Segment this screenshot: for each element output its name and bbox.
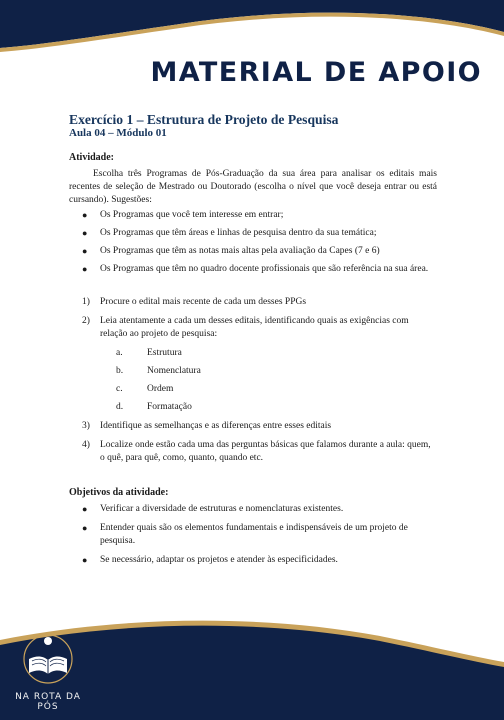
list-item: ● Entender quais são os elementos fundamentais e indispensáveis de um projeto de pesquisa. <box>82 523 408 546</box>
list-item: d. Formatação <box>116 402 192 412</box>
bullet-icon: ● <box>82 504 88 514</box>
list-item: c. Ordem <box>116 384 174 394</box>
document-title: Exercício 1 – Estrutura de Projeto de Pesquisa <box>69 112 339 127</box>
list-item: 1) Procure o edital mais recente de cada um desses PPGs <box>82 297 307 307</box>
bullet-icon: ● <box>82 228 88 238</box>
list-item: 3) Identifique as semelhanças e as diferenças entre esses editais <box>82 421 332 431</box>
list-item: ● Os Programas que você tem interesse em entrar; <box>82 210 284 220</box>
list-item: ● Se necessário, adaptar os projetos e atender às especificidades. <box>82 555 338 565</box>
list-item: ● Os Programas que têm as notas mais altas pela avaliação da Capes (7 e 6) <box>82 246 380 256</box>
logo <box>8 629 88 712</box>
bullet-icon: ● <box>82 264 88 274</box>
objectives-heading: Objetivos da atividade: <box>69 487 169 498</box>
bullet-icon: ● <box>82 523 88 533</box>
header-wave <box>0 0 504 60</box>
steps-list <box>69 296 437 465</box>
objectives-section <box>69 487 437 567</box>
document-subtitle: Aula 04 – Módulo 01 <box>69 127 167 139</box>
bullet-icon: ● <box>82 210 88 220</box>
page-banner: MATERIAL DE APOIO <box>150 57 482 88</box>
activity-intro: Escolha três Programas de Pós-Graduação da sua área para analisar os editais mais recentes de seleção de Mestrado ou Doutorado (escolha o nível que você deseja entrar ou está cursando). Sugestões: <box>69 169 437 205</box>
list-item: b. Nomenclatura <box>116 366 201 376</box>
list-item: ● Os Programas que têm no quadro docente profissionais que são referência na sua área. <box>82 264 429 274</box>
list-item: a. Estrutura <box>116 348 182 358</box>
list-item: ● Os Programas que têm áreas e linhas de pesquisa dentro da sua temática; <box>82 228 377 238</box>
document-body <box>69 112 437 573</box>
list-item: 4) Localize onde estão cada uma das perguntas básicas que falamos durante a aula: quem, o quê, para quê, como, quanto, quando etc. <box>82 440 431 463</box>
list-item: 2) Leia atentamente a cada um desses editais, identificando quais as exigências com relação ao projeto de pesquisa: a. Estrutura b. Nomenclatura c. Ordem d. Formatação <box>69 315 437 414</box>
bullet-icon: ● <box>82 246 88 256</box>
bullet-icon: ● <box>82 555 88 565</box>
substeps-list <box>100 347 437 414</box>
logo-book-icon <box>13 629 83 685</box>
list-item: ● Verificar a diversidade de estruturas e nomenclaturas existentes. <box>82 504 344 514</box>
objectives-list <box>69 503 437 567</box>
logo-text: NA ROTA DA PÓS <box>15 692 81 712</box>
activity-heading: Atividade: <box>69 152 114 163</box>
suggestions-list <box>69 209 437 276</box>
